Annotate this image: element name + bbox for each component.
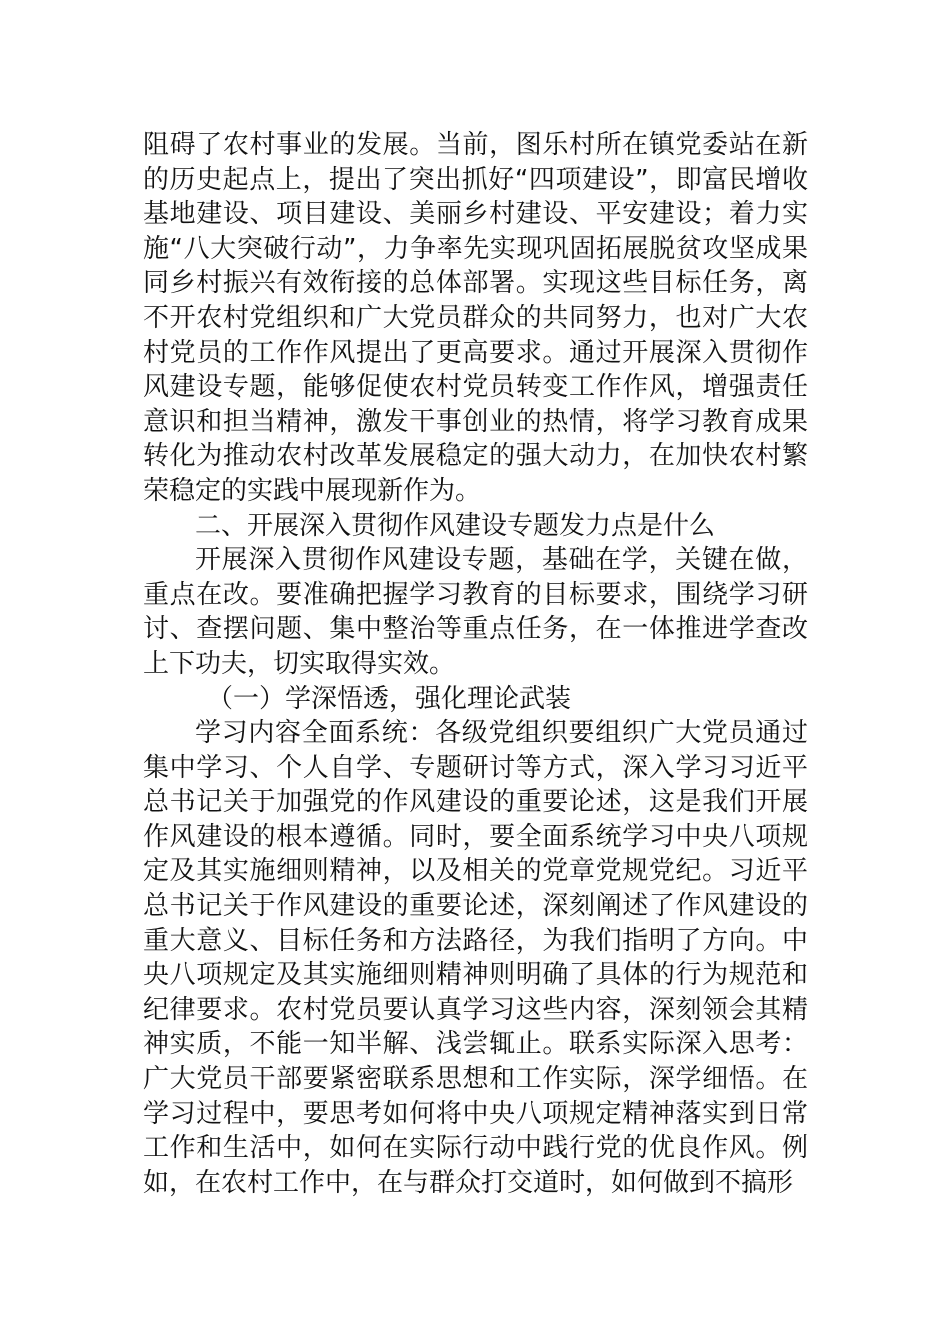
paragraph: 学习内容全面系统：各级党组织要组织广大党员通过集中学习、个人自学、专题研讨等方式，深入学习习近平总书记关于加强党的作风建设的重要论述，这是我们开展作风建设的根本遵循。同时，要全面系统学习中央八项规定及其实施细则精神，以及相关的党章党规党纪。习近平总书记关于作风建设的重要论述，深刻阐述了作风建设的重大意义、目标任务和方法路径，为我们指明了方向。中央八项规定及其实施细则精神则明确了具体的行为规范和纪律要求。农村党员要认真学习这些内容，深刻领会其精神实质，不能一知半解、浅尝辄止。联系实际深入思考：广大党员干部要紧密联系思想和工作实际，深学细悟。在学习过程中，要思考如何将中央八项规定精神落实到日常工作和生活中，如何在实际行动中践行党的优良作风。例如，在农村工作中，在与群众打交道时，如何做到不搞形 (143, 718, 808, 1198)
section-heading: 二、开展深入贯彻作风建设专题发力点是什么 (195, 510, 716, 541)
paragraph-continued: 阻碍了农村事业的发展。当前，图乐村所在镇党委站在新的历史起点上，提出了突出抓好“四项建设”，即富民增收基地建设、项目建设、美丽乡村建设、平安建设；着力实施“八大突破行动”，力争率先实现巩固拓展脱贫攻坚成果同乡村振兴有效衔接的总体部署。实现这些目标任务，离不开农村党组织和广大党员群众的共同努力，也对广大农村党员的工作作风提出了更高要求。通过开展深入贯彻作风建设专题，能够促使农村党员转变工作作风，增强责任意识和担当精神，激发干事创业的热情，将学习教育成果转化为推动农村改革发展稳定的强大动力，在加快农村繁荣稳定的实践中展现新作为。 (143, 130, 808, 506)
paragraph: 开展深入贯彻作风建设专题，基础在学，关键在做，重点在改。要准确把握学习教育的目标要求，围绕学习研讨、查摆问题、集中整治等重点任务，在一体推进学查改上下功夫，切实取得实效。 (143, 545, 808, 679)
subsection-heading: （一）学深悟透，强化理论武装 (207, 683, 572, 714)
document-body (143, 128, 808, 1200)
